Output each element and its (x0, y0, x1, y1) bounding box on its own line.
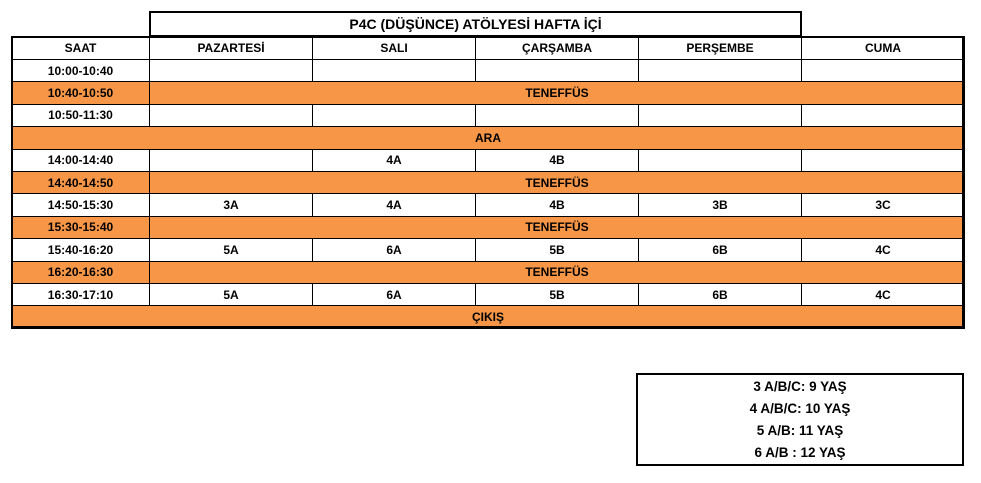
time-cell: 14:40-14:50 (12, 171, 150, 193)
table-row (12, 104, 965, 126)
table-row (12, 216, 965, 238)
class-cell: 6B (639, 283, 802, 305)
table-row (12, 283, 965, 305)
class-cell: 6A (313, 283, 476, 305)
break-cell: TENEFFÜS (150, 82, 965, 104)
class-cell (476, 60, 639, 82)
schedule-title: P4C (DÜŞÜNCE) ATÖLYESİ HAFTA İÇİ (149, 11, 802, 37)
class-cell: 5A (150, 239, 313, 261)
table-row (12, 149, 965, 171)
class-cell: 6A (313, 239, 476, 261)
break-cell: TENEFFÜS (150, 216, 965, 238)
time-cell: 10:00-10:40 (12, 60, 150, 82)
time-cell: 16:20-16:30 (12, 261, 150, 283)
class-cell (802, 149, 965, 171)
header-day: PERŞEMBE (639, 37, 802, 60)
class-cell (313, 60, 476, 82)
table-row (12, 82, 965, 104)
legend-item: 6 A/B : 12 YAŞ (754, 444, 846, 460)
table-row (12, 127, 965, 149)
time-cell: 15:40-16:20 (12, 239, 150, 261)
class-cell: 4B (476, 149, 639, 171)
age-legend (636, 373, 964, 466)
class-cell (150, 149, 313, 171)
time-cell: 15:30-15:40 (12, 216, 150, 238)
class-cell: 4A (313, 194, 476, 216)
time-cell: 16:30-17:10 (12, 283, 150, 305)
class-cell (639, 149, 802, 171)
class-cell: 3A (150, 194, 313, 216)
legend-item: 3 A/B/C: 9 YAŞ (753, 378, 847, 394)
table-row (12, 239, 965, 261)
time-cell: 10:40-10:50 (12, 82, 150, 104)
class-cell: 3C (802, 194, 965, 216)
header-day: ÇARŞAMBA (476, 37, 639, 60)
class-cell: 5B (476, 239, 639, 261)
class-cell: 4C (802, 283, 965, 305)
class-cell: 5B (476, 283, 639, 305)
header-day: SALI (313, 37, 476, 60)
class-cell: 4C (802, 239, 965, 261)
class-cell: 4A (313, 149, 476, 171)
time-cell: 14:50-15:30 (12, 194, 150, 216)
table-row (12, 60, 965, 82)
schedule-table (11, 36, 965, 329)
table-row (12, 171, 965, 193)
class-cell (639, 104, 802, 126)
table-row (12, 194, 965, 216)
class-cell: 4B (476, 194, 639, 216)
class-cell: 3B (639, 194, 802, 216)
class-cell (150, 104, 313, 126)
header-day: PAZARTESİ (150, 37, 313, 60)
class-cell (802, 60, 965, 82)
table-row (12, 261, 965, 283)
class-cell (150, 60, 313, 82)
header-day: CUMA (802, 37, 965, 60)
class-cell: 5A (150, 283, 313, 305)
full-break-cell: ARA (12, 127, 965, 149)
header-row (12, 37, 965, 60)
break-cell: TENEFFÜS (150, 261, 965, 283)
full-break-cell: ÇIKIŞ (12, 306, 965, 328)
time-cell: 10:50-11:30 (12, 104, 150, 126)
time-cell: 14:00-14:40 (12, 149, 150, 171)
legend-item: 5 A/B: 11 YAŞ (756, 422, 844, 438)
class-cell (476, 104, 639, 126)
class-cell (313, 104, 476, 126)
table-row (12, 306, 965, 328)
header-time: SAAT (12, 37, 150, 60)
class-cell: 6B (639, 239, 802, 261)
class-cell (802, 104, 965, 126)
legend-item: 4 A/B/C: 10 YAŞ (749, 400, 851, 416)
break-cell: TENEFFÜS (150, 171, 965, 193)
class-cell (639, 60, 802, 82)
